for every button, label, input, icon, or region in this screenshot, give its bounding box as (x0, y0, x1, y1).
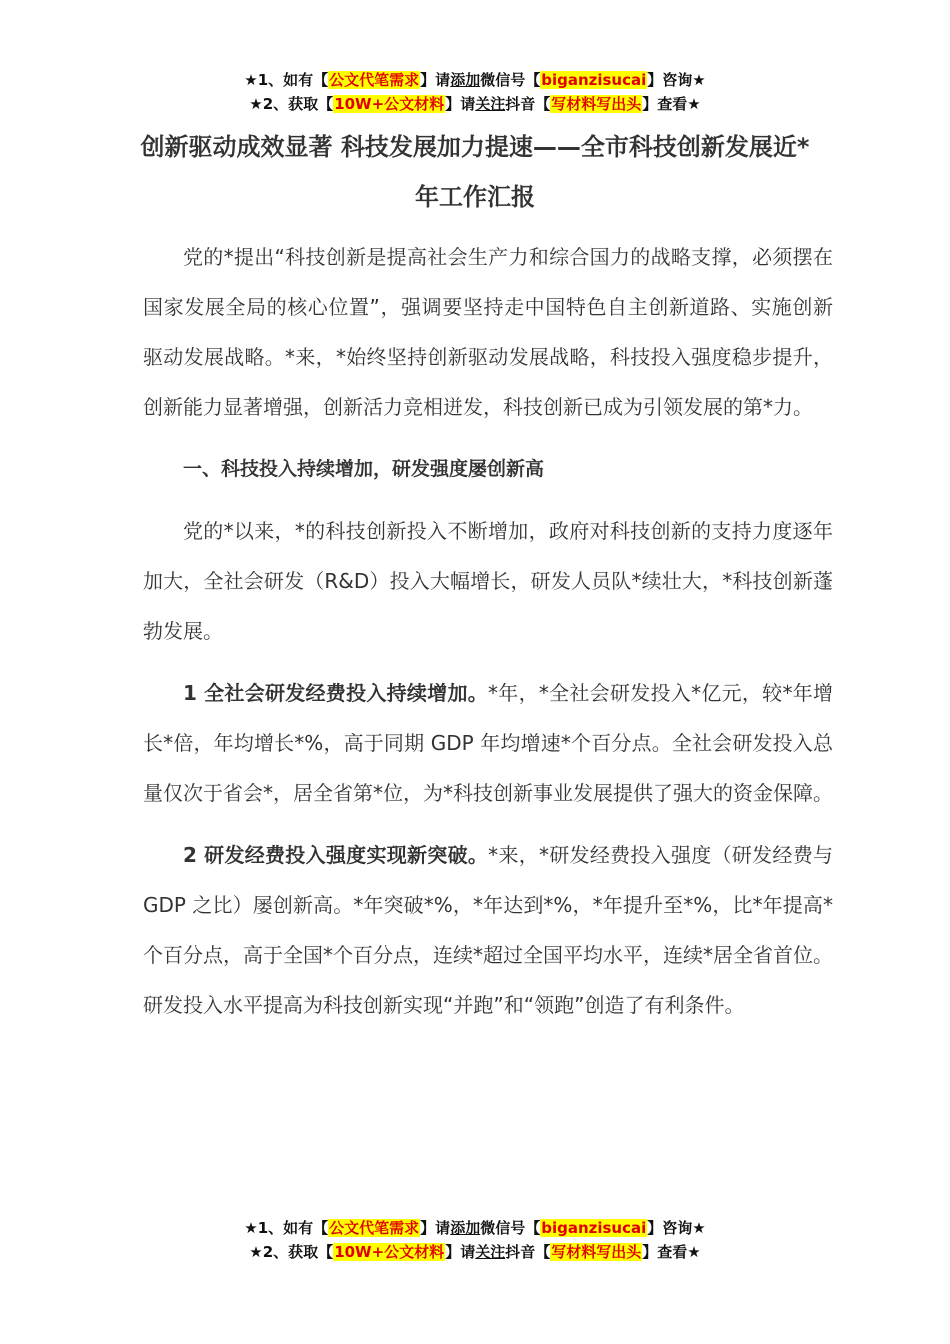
promo-text: 微信号【 (480, 1219, 541, 1237)
item-text: *年，*全社会研发投入*亿元，较*年增长*倍，年均增长*%，高于同期 GDP 年均增速*个百分点。全社会研发投入总量仅次于省会*，居全省第*位，为*科技创新事业发展提供了强大的资金保障。 (143, 681, 833, 805)
item-lead: 1 全社会研发经费投入持续增加。 (183, 681, 489, 705)
promo-text: 】请 (420, 71, 451, 89)
promo-line-2 (0, 92, 950, 116)
promo-highlight: 10W+公文材料 (334, 1243, 445, 1261)
promo-text: 】查看★ (642, 95, 701, 113)
promo-banner-top (0, 68, 950, 116)
promo-line-2 (0, 1240, 950, 1264)
promo-text: 】请 (445, 95, 476, 113)
promo-text: 】请 (420, 1219, 451, 1237)
promo-text: 】请 (445, 1243, 476, 1261)
document-title: 创新驱动成效显著 科技发展加力提速——全市科技创新发展近*年工作汇报 (140, 133, 810, 211)
promo-highlight: 写材料写出头 (551, 1243, 642, 1261)
promo-text: 抖音【 (505, 95, 551, 113)
promo-text: ★1、如有【 (244, 1219, 329, 1237)
promo-highlight: 公文代笔需求 (329, 71, 420, 89)
promo-text: 】咨询★ (647, 1219, 706, 1237)
promo-underline: 添加 (450, 71, 481, 89)
promo-highlight: biganzisucai (541, 71, 647, 89)
promo-text: ★1、如有【 (244, 71, 329, 89)
intro-paragraph: 党的*提出“科技创新是提高社会生产力和综合国力的战略支撑，必须摆在国家发展全局的核心位置”，强调要坚持走中国特色自主创新道路、实施创新驱动发展战略。*来，*始终坚持创新驱动发展战略，科技投入强度稳步提升，创新能力显著增强，创新活力竞相迸发，科技创新已成为引领发展的第*力。 (143, 245, 833, 419)
section-heading: 一、科技投入持续增加，研发强度屡创新高 (183, 458, 545, 480)
promo-line-1 (0, 68, 950, 92)
promo-banner-bottom (0, 1216, 950, 1264)
promo-text: 】查看★ (642, 1243, 701, 1261)
item-lead: 2 研发经费投入强度实现新突破。 (183, 843, 489, 867)
item-paragraph-2 (143, 830, 833, 1030)
item-paragraph-1 (143, 668, 833, 818)
promo-underline: 关注 (475, 95, 506, 113)
document-body (143, 232, 833, 1042)
promo-highlight: 10W+公文材料 (334, 95, 445, 113)
promo-text: ★2、获取【 (249, 1243, 334, 1261)
item-text: *来，*研发经费投入强度（研发经费与 GDP 之比）屡创新高。*年突破*%，*年达到*%，*年提升至*%，比*年提高*个百分点，高于全国*个百分点，连续*超过全国平均水平，连续*居全省首位。研发投入水平提高为科技创新实现“并跑”和“领跑”创造了有利条件。 (143, 843, 833, 1017)
promo-text: ★2、获取【 (249, 95, 334, 113)
section-intro-paragraph: 党的*以来，*的科技创新投入不断增加，政府对科技创新的支持力度逐年加大，全社会研发（R&D）投入大幅增长，研发人员队*续壮大，*科技创新蓬勃发展。 (143, 519, 833, 643)
promo-text: 抖音【 (505, 1243, 551, 1261)
promo-underline: 关注 (475, 1243, 506, 1261)
promo-line-1 (0, 1216, 950, 1240)
promo-highlight: 写材料写出头 (551, 95, 642, 113)
promo-text: 】咨询★ (647, 71, 706, 89)
promo-highlight: 公文代笔需求 (329, 1219, 420, 1237)
promo-underline: 添加 (450, 1219, 481, 1237)
promo-highlight: biganzisucai (541, 1219, 647, 1237)
promo-text: 微信号【 (480, 71, 541, 89)
